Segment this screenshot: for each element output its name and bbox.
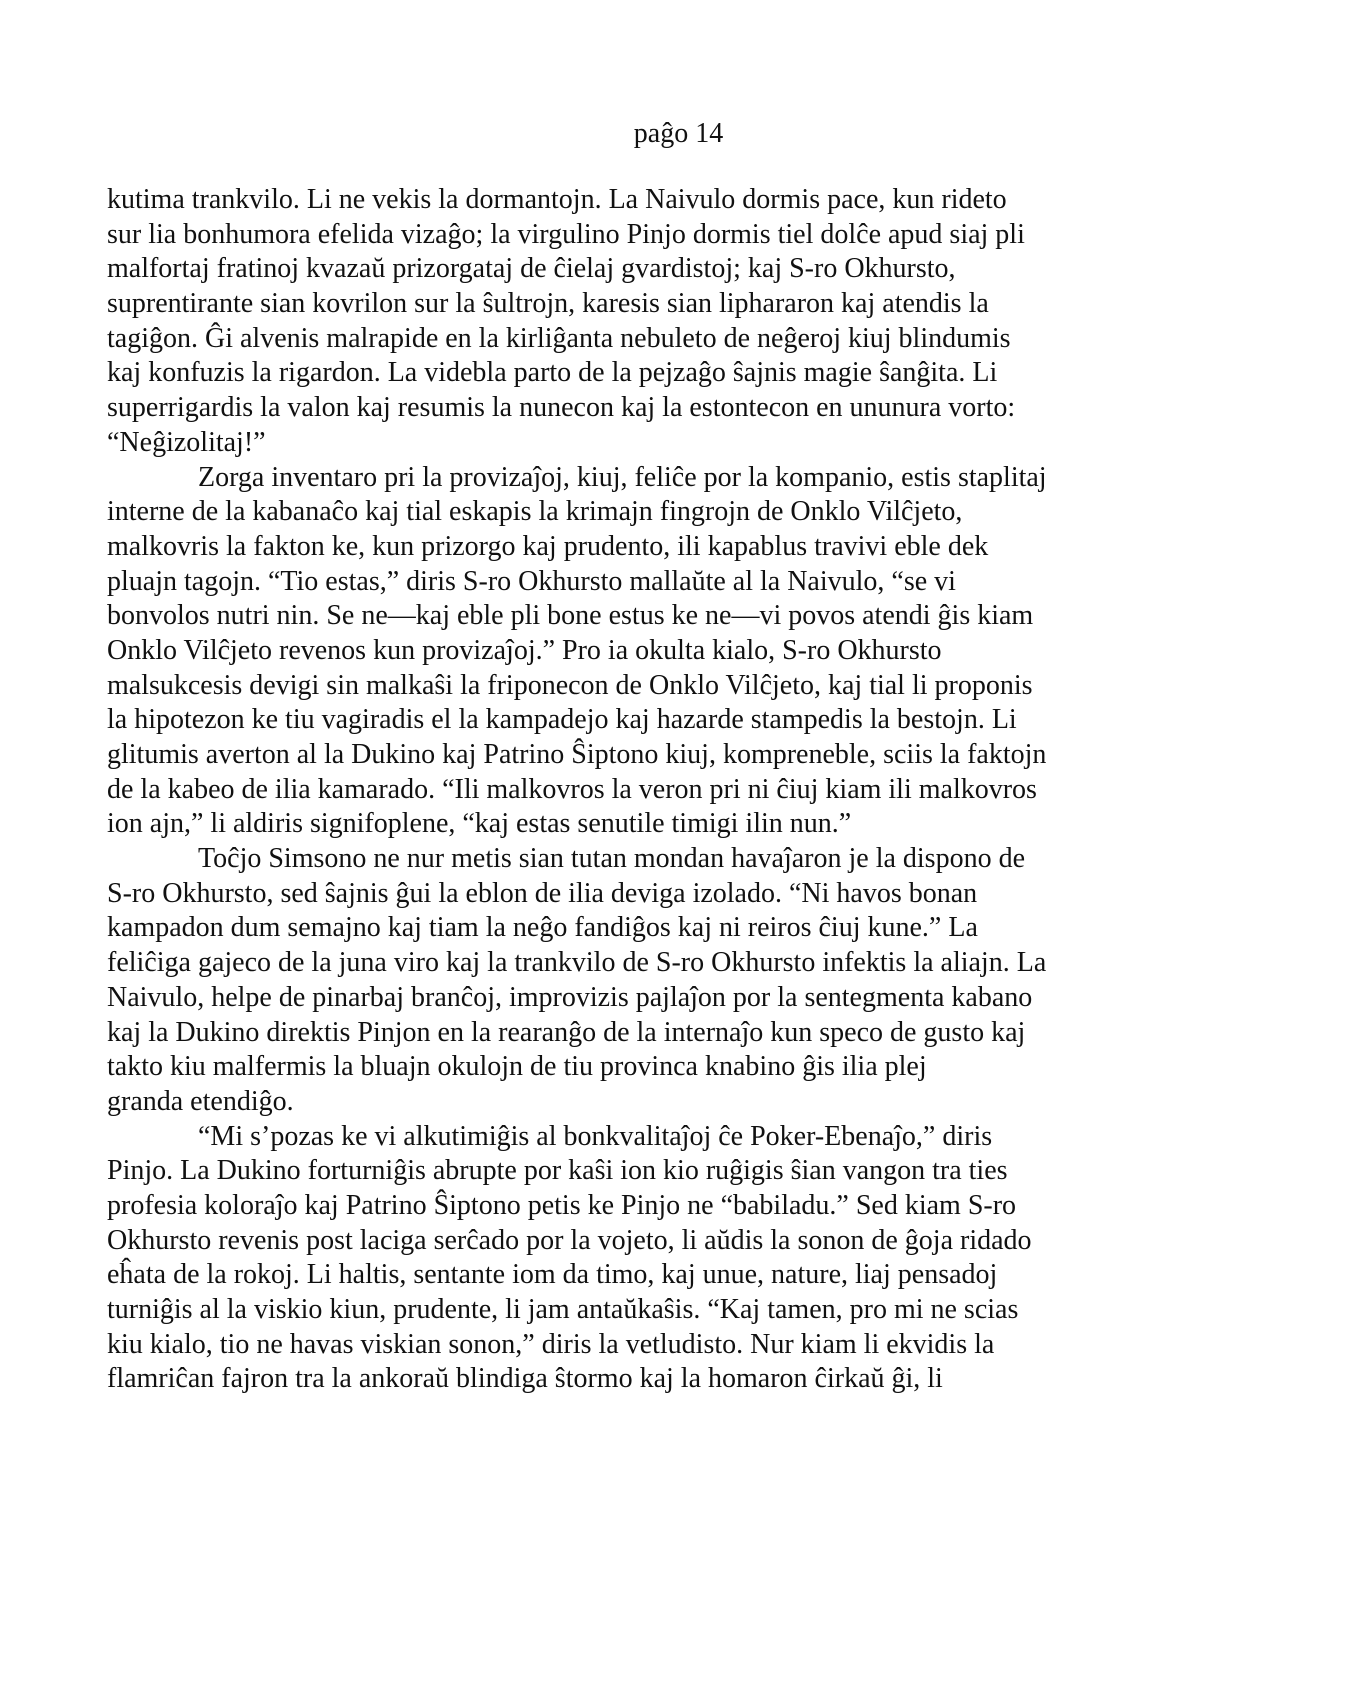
text-line: de la kabeo de ilia kamarado. “Ili malkovros la veron pri ni ĉiuj kiam ili malkovros [107, 773, 1037, 805]
text-line: turniĝis al la viskio kiun, prudente, li jam antaŭkaŝis. “Kaj tamen, pro mi ne scias [107, 1294, 1019, 1325]
text-line: “Neĝizolitaj!” [107, 426, 266, 458]
text-line: kaj konfuzis la rigardon. La videbla parto de la pejzaĝo ŝajnis magie ŝanĝita. Li [107, 357, 998, 389]
page-number: paĝo 14 [633, 118, 724, 149]
text-line: malkovris la fakton ke, kun prizorgo kaj prudento, ili kapablus travivi eble dek [107, 530, 989, 562]
text-line: kaj la Dukino direktis Pinjon en la rearanĝo de la internaĵo kun speco de gusto kaj [107, 1016, 1026, 1048]
text-line: glitumis averton al la Dukino kaj Patrino Ŝiptono kiuj, kompreneble, sciis la faktojn [107, 739, 1047, 770]
text-line: bonvolos nutri nin. Se ne—kaj eble pli bone estus ke ne—vi povos atendi ĝis kiam [107, 600, 1034, 632]
text-line: “Mi s’pozas ke vi alkutimiĝis al bonkvalitaĵoj ĉe Poker-Ebenaĵo,” diris [198, 1120, 993, 1152]
text-line: pluajn tagojn. “Tio estas,” diris S-ro Okhursto mallaŭte al la Naivulo, “se vi [107, 565, 956, 597]
text-line: kampadon dum semajno kaj tiam la neĝo fandiĝos kaj ni reiros ĉiuj kune.” La [107, 912, 978, 944]
text-line: feliĉiga gajeco de la juna viro kaj la trankvilo de S-ro Okhursto infektis la aliajn. La [107, 947, 1047, 979]
text-line: sur lia bonhumora efelida vizaĝo; la virgulino Pinjo dormis tiel dolĉe apud siaj pli [107, 218, 1025, 250]
text-line: interne de la kabanaĉo kaj tial eskapis la krimajn fingrojn de Onklo Vilĉjeto, [107, 496, 963, 528]
text-line: Zorga inventaro pri la provizaĵoj, kiuj, feliĉe por la kompanio, estis staplitaj [198, 461, 1047, 493]
text-line: Onklo Vilĉjeto revenos kun provizaĵoj.” Pro ia okulta kialo, S-ro Okhursto [107, 634, 942, 666]
text-line: profesia koloraĵo kaj Patrino Ŝiptono petis ke Pinjo ne “babiladu.” Sed kiam S-ro [107, 1189, 1017, 1221]
text-line: S-ro Okhursto, sed ŝajnis ĝui la eblon de ilia deviga izolado. “Ni havos bonan [107, 877, 978, 909]
body-text [107, 183, 1147, 1397]
text-line: ion ajn,” li aldiris signifoplene, “kaj estas senutile timigi ilin nun.” [107, 808, 852, 840]
text-line: suprentirante sian kovrilon sur la ŝultrojn, karesis sian liphararon kaj atendis la [107, 288, 989, 320]
text-line: flamriĉan fajron tra la ankoraŭ blindiga ŝtormo kaj la homaron ĉirkaŭ ĝi, li [107, 1363, 943, 1395]
text-line: malfortaj fratinoj kvazaŭ prizorgataj de ĉielaj gvardistoj; kaj S-ro Okhursto, [107, 253, 956, 285]
text-line: superrigardis la valon kaj resumis la nunecon kaj la estontecon en ununura vorto: [107, 392, 1016, 424]
text-line: kutima trankvilo. Li ne vekis la dormantojn. La Naivulo dormis pace, kun rideto [107, 184, 1007, 215]
text-line: la hipotezon ke tiu vagiradis el la kampadejo kaj hazarde stampedis la bestojn. Li [107, 704, 1017, 736]
text-line: granda etendiĝo. [107, 1085, 294, 1117]
text-line: Okhursto revenis post laciga serĉado por la vojeto, li aŭdis la sonon de ĝoja ridado [107, 1224, 1032, 1256]
text-line: takto kiu malfermis la bluajn okulojn de tiu provinca knabino ĝis ilia plej [107, 1051, 927, 1083]
text-line: eĥata de la rokoj. Li haltis, sentante iom da timo, kaj unue, nature, liaj pensadoj [107, 1259, 998, 1291]
text-line: Pinjo. La Dukino forturniĝis abrupte por kaŝi ion kio ruĝigis ŝian vangon tra ties [107, 1155, 1008, 1187]
text-line: Naivulo, helpe de pinarbaj branĉoj, improvizis pajlaĵon por la sentegmenta kabano [107, 981, 1033, 1013]
text-line: Toĉjo Simsono ne nur metis sian tutan mondan havaĵaron je la dispono de [198, 843, 1025, 875]
text-line: tagiĝon. Ĝi alvenis malrapide en la kirliĝanta nebuleto de neĝeroj kiuj blindumis [107, 322, 1011, 354]
text-line: malsukcesis devigi sin malkaŝi la friponecon de Onklo Vilĉjeto, kaj tial li proponis [107, 669, 1033, 701]
text-line: kiu kialo, tio ne havas viskian sonon,” diris la vetludisto. Nur kiam li ekvidis la [107, 1328, 995, 1360]
